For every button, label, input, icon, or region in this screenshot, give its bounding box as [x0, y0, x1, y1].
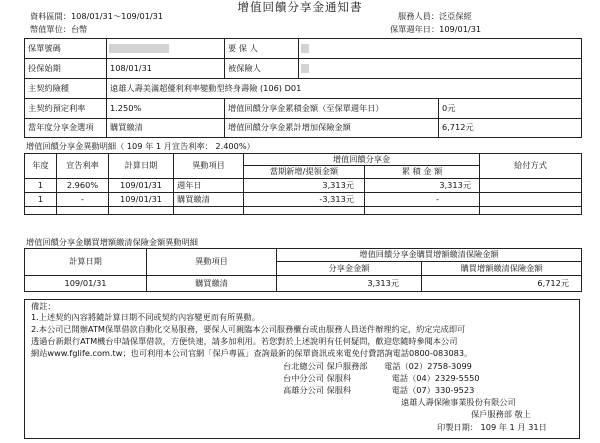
col-year: 年度	[25, 154, 57, 179]
table-row	[25, 193, 582, 207]
document-title: 增值回饋分享金通知書	[237, 0, 363, 14]
row-rate: -	[57, 193, 109, 207]
row-period-amount: -3,313元	[244, 193, 365, 207]
policy-no-label: 保單號碼	[25, 39, 107, 59]
col-payment-method: 給付方式	[480, 154, 582, 179]
office-taipei	[283, 362, 472, 371]
policy-anniversary-label: 保單週年日：	[390, 24, 440, 34]
period-field	[30, 12, 163, 21]
office-name: 台北總公司 保戶服務部	[283, 361, 368, 371]
row-item: 週年日	[174, 179, 244, 193]
note-line: 網站www.fglife.com.tw；也可利用本公司官網「保戶專區」查詢最新的保單資訊或來電免付費諮詢電話0800-083083。	[31, 348, 473, 358]
policy-info-table	[24, 38, 582, 138]
option-label: 當年度分享金選項	[25, 119, 107, 138]
main-plan-value: 遠雄人壽美滿超優利利率變動型終身壽險 (106) D01	[107, 79, 582, 99]
table-row	[25, 276, 582, 292]
effective-date-value: 108/01/31	[107, 59, 225, 79]
change-detail-table	[24, 153, 582, 215]
office-phone: 電話（07）330-9523	[391, 385, 475, 395]
office-name: 台中分公司 保服科	[283, 373, 352, 383]
row-paidup-amount: 6,712元	[422, 276, 582, 292]
print-date: 印製日期： 109 年 1 月 31日	[437, 422, 547, 432]
col-paidup-item: 異動項目	[147, 249, 277, 276]
row-date: 109/01/31	[25, 276, 147, 292]
currency-field	[30, 25, 87, 34]
office-name: 高雄分公司 保服科	[283, 385, 352, 395]
note-line: 1.上述契約內容將隨計算日期不同或契約內容變更而有所異動。	[31, 312, 260, 322]
policy-anniversary-value: 109/01/31	[439, 24, 482, 34]
notes-box	[24, 299, 580, 439]
policy-no-value	[107, 39, 225, 59]
col-calc-date: 計算日期	[109, 154, 174, 179]
row-cumulative: 3,313元	[365, 179, 480, 193]
row-rate: 2.960%	[57, 179, 109, 193]
option-value: 購買繳清	[107, 119, 225, 138]
row-year: 1	[25, 179, 57, 193]
col-dividend-amount: 分享金金額	[277, 262, 422, 276]
table-row	[25, 179, 582, 193]
row-payment	[480, 179, 582, 193]
notes-heading: 備註：	[31, 301, 56, 311]
cum-amount-value: 0元	[439, 99, 582, 119]
insured-person-label: 被保險人	[225, 59, 299, 79]
insured-value	[299, 39, 582, 59]
rate-label: 主契約預定利率	[25, 99, 107, 119]
office-taichung	[283, 374, 480, 383]
cum-amount-label: 增值回饋分享金累積金額（至保單週年日）	[225, 99, 439, 119]
paidup-detail-table	[24, 248, 582, 292]
effective-date-label: 投保始期	[25, 59, 107, 79]
row-year: 1	[25, 193, 57, 207]
col-cumulative: 累 積 金 額	[365, 166, 480, 179]
currency-value: 台幣	[70, 24, 88, 34]
period-label: 資料區間：	[30, 11, 71, 21]
office-phone: 電話（02）2758-3099	[384, 361, 472, 371]
cum-paidup-label: 增值回饋分享金累計增加保險金額	[225, 119, 439, 138]
col-change-item: 異動項目	[174, 154, 244, 179]
row-item: 購買繳清	[147, 276, 277, 292]
insured-person-value	[299, 59, 582, 79]
row-cumulative: -	[365, 193, 480, 207]
col-paidup-group: 增值回饋分享金購買增額繳清保險金額	[277, 249, 582, 262]
main-plan-label: 主契約險種	[25, 79, 107, 99]
note-line: 透過台新銀行ATM機台申請保單借款，方便快速，請多加利用。若您對於上述說明有任何疑問，歡迎您隨時參閱本公司	[31, 336, 458, 346]
rate-value: 1.250%	[107, 99, 225, 119]
policy-anniversary-field	[390, 25, 481, 34]
row-date: 109/01/31	[109, 179, 174, 193]
period-value: 108/01/31～109/01/31	[70, 11, 164, 21]
office-kaohsiung	[283, 386, 474, 395]
row-period-amount: 3,313元	[244, 179, 365, 193]
col-declared-rate: 宣告利率	[57, 154, 109, 179]
company-name: 遠雄人壽保險事業股份有限公司	[401, 397, 516, 407]
col-paidup-date: 計算日期	[25, 249, 147, 276]
dept-signoff: 保戶服務部 敬上	[471, 409, 531, 419]
row-dividend-amount: 3,313元	[277, 276, 422, 292]
row-payment	[480, 193, 582, 207]
change-section-title: 增值回饋分享金異動明細（ 109 年 1 月宣告利率： 2.400%）	[26, 141, 255, 151]
currency-label: 幣值單位：	[30, 24, 71, 34]
col-paidup-amount: 購買增額繳清保險金額	[422, 262, 582, 276]
cum-paidup-value: 6,712元	[439, 119, 582, 138]
row-date: 109/01/31	[109, 193, 174, 207]
service-label: 服務人員：	[398, 11, 439, 21]
paidup-section-title: 增值回饋分享金購買增額繳清保險金額異動明細	[26, 237, 198, 247]
col-period-amount: 當期新增/提領金額	[244, 166, 365, 179]
row-item: 購買繳清	[174, 193, 244, 207]
insured-label: 要 保 人	[225, 39, 299, 59]
col-group-dividend: 增值回饋分享金	[244, 154, 480, 166]
service-value: 泛亞保經	[438, 11, 472, 21]
office-phone: 電話（04）2329-5550	[391, 373, 480, 383]
service-field	[398, 12, 472, 21]
note-line: 2.本公司已開辦ATM保單借款自動化交易服務，要保人可親臨本公司服務櫃台或由服務人員送件辦理約定，約定完成即可	[31, 324, 466, 334]
